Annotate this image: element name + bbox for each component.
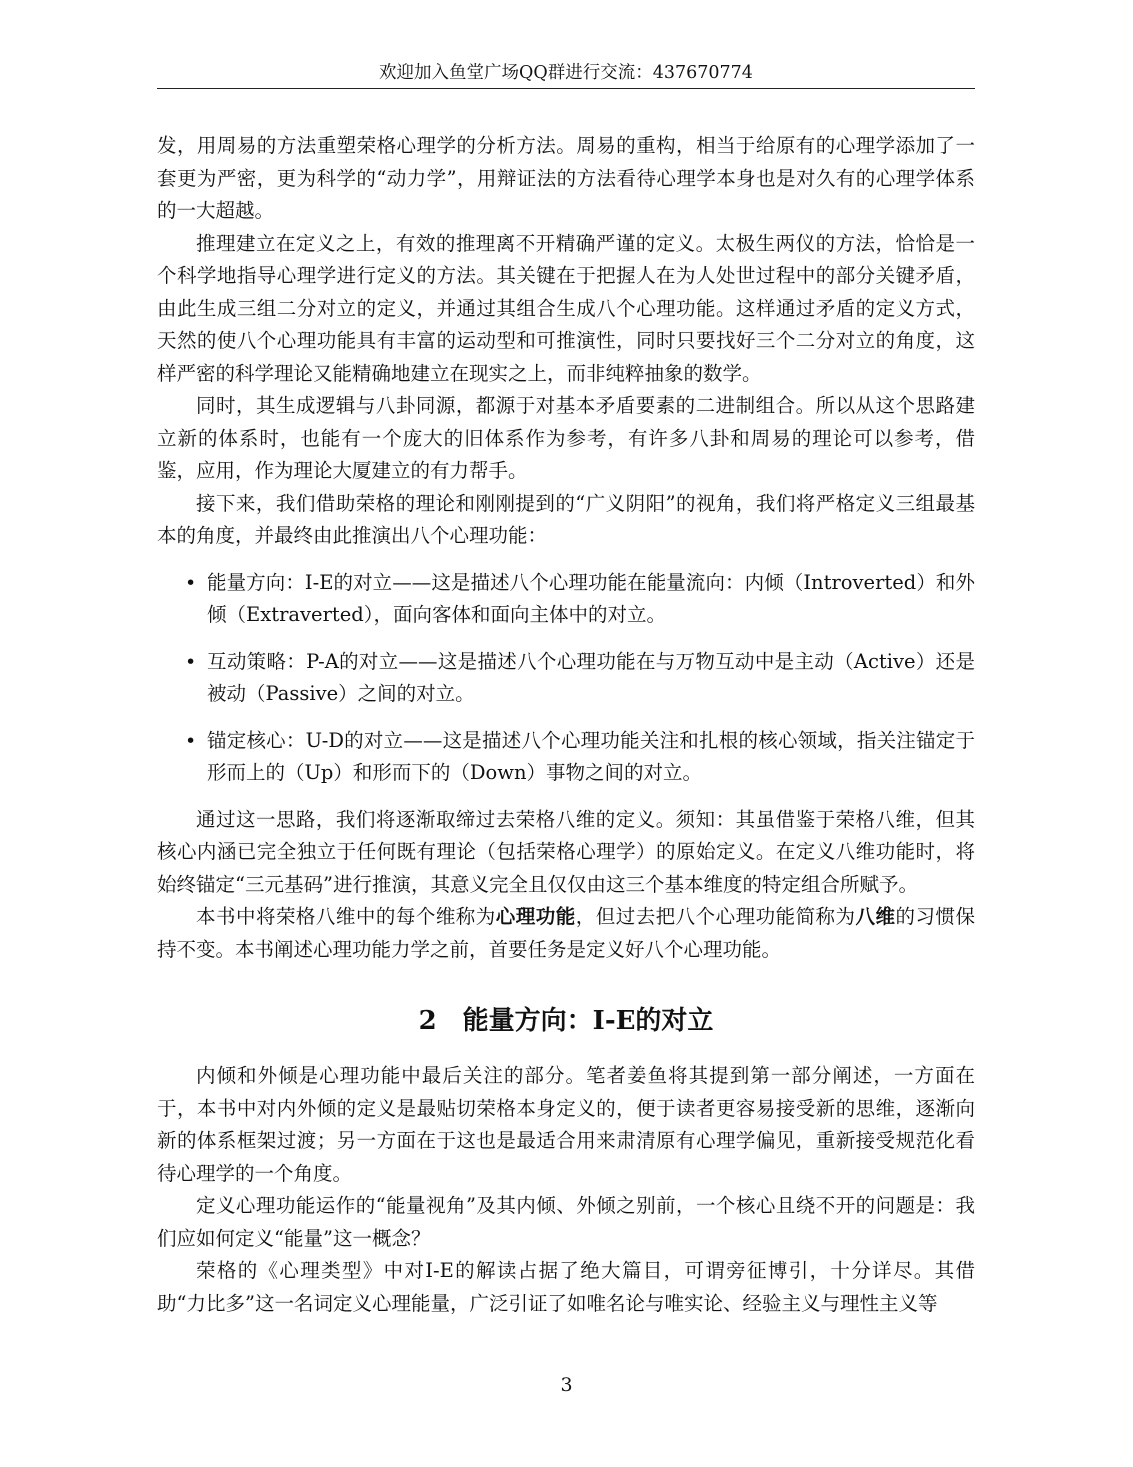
- list-item-text: 锚定核心：U-D的对立——这是描述八个心理功能关注和扎根的核心领域，指关注锚定于形而上的（Up）和形而下的（Down）事物之间的对立。: [207, 728, 975, 784]
- paragraph: 发，用周易的方法重塑荣格心理学的分析方法。周易的重构，相当于给原有的心理学添加了一套更为严密，更为科学的“动力学”，用辩证法的方法看待心理学本身也是对久有的心理学体系的一大超越。: [157, 134, 975, 222]
- text-run: 本书中将荣格八维中的每个维称为: [196, 905, 496, 928]
- section-title: 能量方向：I-E的对立: [462, 1006, 714, 1036]
- list-item-text: 能量方向：I-E的对立——这是描述八个心理功能在能量流向：内倾（Introverted）和外倾（Extraverted），面向客体和面向主体中的对立。: [207, 570, 975, 626]
- bullet-icon: •: [185, 571, 197, 594]
- page-body: [157, 130, 975, 1320]
- running-header: 欢迎加入鱼堂广场QQ群进行交流：437670774: [157, 60, 975, 89]
- paragraph: 推理建立在定义之上，有效的推理离不开精确严谨的定义。太极生两仪的方法，恰恰是一个科学地指导心理学进行定义的方法。其关键在于把握人在为人处世过程中的部分关键矛盾，由此生成三组二分对立的定义，并通过其组合生成八个心理功能。这样通过矛盾的定义方式，天然的使八个心理功能具有丰富的运动型和可推演性，同时只要找好三个二分对立的角度，这样严密的科学理论又能精确地建立在现实之上，而非纯粹抽象的数学。: [157, 231, 975, 385]
- page-number: 3: [560, 1374, 573, 1396]
- section-heading: [157, 1004, 975, 1038]
- list-item: [157, 567, 975, 632]
- paragraph: 同时，其生成逻辑与八卦同源，都源于对基本矛盾要素的二进制组合。所以从这个思路建立新的体系时，也能有一个庞大的旧体系作为参考，有许多八卦和周易的理论可以参考，借鉴，应用，作为理论大厦建立的有力帮手。: [157, 394, 975, 482]
- list-item: [157, 646, 975, 711]
- bold-term: 八维: [855, 905, 896, 928]
- paragraph-with-bold: [157, 901, 975, 966]
- bold-term: 心理功能: [495, 905, 576, 928]
- paragraph: 接下来，我们借助荣格的理论和刚刚提到的“广义阴阳”的视角，我们将严格定义三组最基本的角度，并最终由此推演出八个心理功能：: [157, 491, 975, 547]
- list-item-text: 互动策略：P-A的对立——这是描述八个心理功能在与万物互动中是主动（Active）还是被动（Passive）之间的对立。: [207, 649, 975, 705]
- bullet-icon: •: [185, 729, 197, 752]
- paragraph: 通过这一思路，我们将逐渐取缔过去荣格八维的定义。须知：其虽借鉴于荣格八维，但其核心内涵已完全独立于任何既有理论（包括荣格心理学）的原始定义。在定义八维功能时，将始终锚定“三元基码”进行推演，其意义完全且仅仅由这三个基本维度的特定组合所赋予。: [157, 807, 975, 896]
- list-item: [157, 725, 975, 790]
- bullet-icon: •: [185, 650, 197, 673]
- text-run: ，但过去把八个心理功能简称为: [575, 905, 856, 928]
- section-number: 2: [418, 1006, 437, 1036]
- text-run: 的习惯保持不变。本书阐述心理功能力学之前，首要任务是定义好八个心理功能。: [157, 905, 975, 961]
- paragraph: 内倾和外倾是心理功能中最后关注的部分。笔者姜鱼将其提到第一部分阐述，一方面在于，本书中对内外倾的定义是最贴切荣格本身定义的，便于读者更容易接受新的思维，逐渐向新的体系框架过渡；另一方面在于这也是最适合用来肃清原有心理学偏见，重新接受规范化看待心理学的一个角度。: [157, 1064, 975, 1185]
- paragraph: 定义心理功能运作的“能量视角”及其内倾、外倾之别前，一个核心且绕不开的问题是：我们应如何定义“能量”这一概念？: [157, 1194, 975, 1250]
- bullet-list: [157, 567, 975, 790]
- paragraph: 荣格的《心理类型》中对I-E的解读占据了绝大篇目，可谓旁征博引，十分详尽。其借助“力比多”这一名词定义心理能量，广泛引证了如唯名论与唯实论、经验主义与理性主义等: [157, 1259, 975, 1315]
